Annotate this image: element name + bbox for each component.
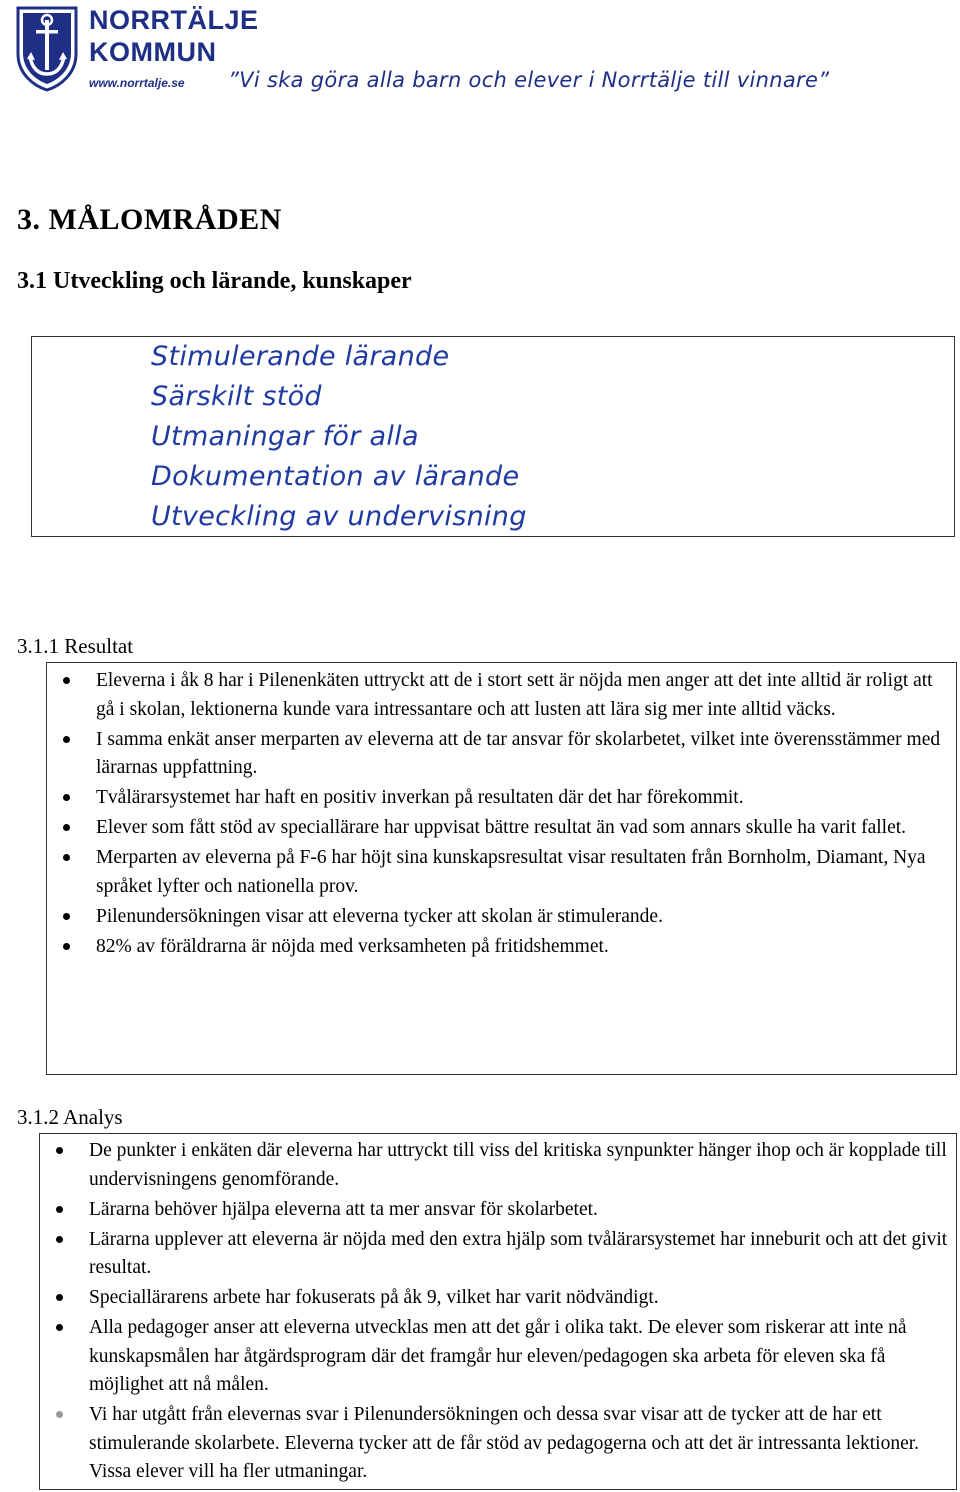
list-item-text: Tvålärarsystemet har haft en positiv inverkan på resultaten där det har förekommit. <box>96 787 744 808</box>
list-item <box>96 814 951 843</box>
resultat-list <box>96 667 951 963</box>
bullet-icon <box>63 824 70 831</box>
list-item <box>96 784 951 813</box>
list-item <box>96 667 951 724</box>
list-item-text: Eleverna i åk 8 har i Pilenenkäten uttryckt att de i stort sett är nöjda men anger att det inte alltid är roligt att gå i skolan, lektionerna kunde vara intressantare och att lusten att lära sig mer inte alltid väcks. <box>96 670 933 720</box>
focus-area-item: Dokumentation av lärande <box>151 461 520 492</box>
norrtalje-crest-logo <box>14 4 80 92</box>
list-item-text: Vi har utgått från elevernas svar i Pilenundersökningen och dessa svar visar att de tycker att de har ett stimulerande skolarbete. Eleverna tycker att de får stöd av pedagogerna och att det är intressanta lektioner. Vissa elever vill ha fler utmaningar. <box>89 1404 920 1482</box>
analys-heading: 3.1.2 Analys <box>17 1105 123 1129</box>
bullet-icon <box>56 1236 63 1243</box>
list-item-text: Alla pedagoger anser att eleverna utvecklas men att det går i olika takt. De elever som riskerar att inte nå kunskapsmålen har åtgärdsprogram där det framgår hur eleven/pedagogen ska arbeta för eleven ska få möjlighet att nå målen. <box>89 1317 907 1395</box>
subsection-title: 3.1 Utveckling och lärande, kunskaper <box>17 268 412 294</box>
list-item-text: Elever som fått stöd av speciallärare har uppvisat bättre resultat än vad som annars skulle ha varit fallet. <box>96 817 907 838</box>
bullet-icon <box>56 1206 63 1213</box>
list-item <box>89 1137 949 1194</box>
section-title: 3. MÅLOMRÅDEN <box>17 203 282 236</box>
list-item <box>89 1401 949 1487</box>
bullet-icon <box>63 677 70 684</box>
list-item <box>89 1314 949 1400</box>
list-item-text: Lärarna behöver hjälpa eleverna att ta mer ansvar för skolarbetet. <box>89 1198 598 1220</box>
list-item-text: Lärarna upplever att eleverna är nöjda med den extra hjälp som tvålärarsystemet har inneburit och att det givit resultat. <box>89 1228 948 1278</box>
list-item <box>89 1196 949 1225</box>
list-item <box>96 726 951 783</box>
bullet-icon <box>56 1411 63 1418</box>
focus-area-item: Utmaningar för alla <box>151 421 419 452</box>
bullet-icon <box>63 913 70 920</box>
list-item-text: I samma enkät anser merparten av eleverna att de tar ansvar för skolarbetet, vilket inte överensstämmer med lärarnas uppfattning. <box>96 728 941 778</box>
list-item <box>89 1226 949 1283</box>
bullet-icon <box>63 736 70 743</box>
bullet-icon <box>63 794 70 801</box>
list-item-text: Merparten av eleverna på F-6 har höjt sina kunskapsresultat visar resultaten från Bornholm, Diamant, Nya språket lyfter och nationella prov. <box>96 847 926 897</box>
analys-list <box>89 1137 949 1488</box>
list-item <box>96 903 951 932</box>
motto: ”Vi ska göra alla barn och elever i Norrtälje till vinnare” <box>228 68 830 92</box>
bullet-icon <box>63 943 70 950</box>
bullet-icon <box>56 1147 63 1154</box>
focus-area-item: Stimulerande lärande <box>151 341 450 372</box>
bullet-icon <box>56 1324 63 1331</box>
bullet-icon <box>56 1294 63 1301</box>
resultat-heading: 3.1.1 Resultat <box>17 634 134 658</box>
brand-url: www.norrtalje.se <box>89 76 185 90</box>
list-item <box>96 933 951 962</box>
focus-area-item: Utveckling av undervisning <box>151 501 527 532</box>
list-item-text: De punkter i enkäten där eleverna har uttryckt till viss del kritiska synpunkter hänger ihop och är kopplade till undervisningens genomförande. <box>89 1140 947 1190</box>
bullet-icon <box>63 854 70 861</box>
list-item-text: 82% av föräldrarna är nöjda med verksamheten på fritidshemmet. <box>96 935 609 957</box>
list-item-text: Pilenundersökningen visar att eleverna tycker att skolan är stimulerande. <box>96 905 663 927</box>
focus-areas-box <box>31 336 955 537</box>
brand-name-line2: KOMMUN <box>89 37 217 67</box>
list-item <box>89 1284 949 1313</box>
list-item-text: Speciallärarens arbete har fokuserats på åk 9, vilket har varit nödvändigt. <box>89 1287 659 1308</box>
brand-name-line1: NORRTÄLJE <box>89 5 259 35</box>
list-item <box>96 844 951 901</box>
focus-area-item: Särskilt stöd <box>151 381 322 412</box>
